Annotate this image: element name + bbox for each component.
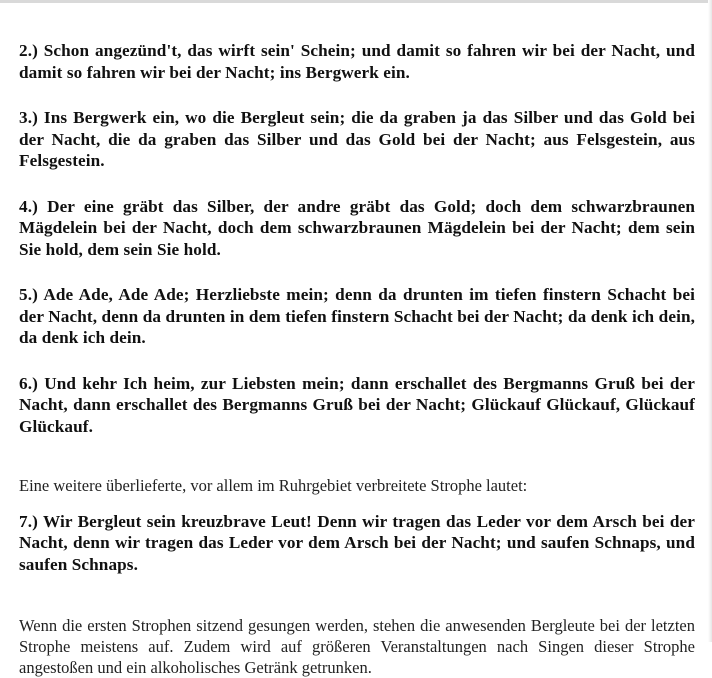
intro-paragraph: Eine weitere überlieferte, vor allem im Ruhrgebiet verbreitete Strophe lautet: (19, 476, 528, 495)
right-edge-shadow (708, 0, 712, 642)
closing-paragraph: Wenn die ersten Strophen sitzend gesungen werden, stehen die anwesenden Bergleute bei der letzten Strophe meistens auf. Zudem wird auf größeren Veranstaltungen nach Singen dieser Strophe angestoßen und ein alkoholisches Getränk getrunken. (19, 616, 695, 677)
stanza-7: 7.) Wir Bergleut sein kreuzbrave Leut! Denn wir tragen das Leder vor dem Arsch bei der Nacht, denn wir tragen das Leder vor dem Arsch bei der Nacht; und saufen Schnaps, und saufen Schnaps. (19, 511, 695, 574)
document-page (19, 40, 695, 678)
stanza-2: 2.) Schon angezünd't, das wirft sein' Schein; und damit so fahren wir bei der Nacht, und damit so fahren wir bei der Nacht; ins Bergwerk ein. (19, 41, 695, 82)
top-edge-bar (0, 0, 712, 3)
stanza-5: 5.) Ade Ade, Ade Ade; Herzliebste mein; denn da drunten im tiefen finstern Schacht bei der Nacht, denn da drunten in dem tiefen finstern Schacht bei der Nacht; da denk ich dein, da denk ich dein. (19, 285, 695, 347)
stanza-3: 3.) Ins Bergwerk ein, wo die Bergleut sein; die da graben ja das Silber und das Gold bei der Nacht, die da graben das Silber und das Gold bei der Nacht; aus Felsgestein, aus Felsgestein. (19, 108, 695, 170)
stanza-6: 6.) Und kehr Ich heim, zur Liebsten mein; dann erschallet des Bergmanns Gruß bei der Nacht, dann erschallet des Bergmanns Gruß bei der Nacht; Glückauf Glückauf, Glückauf Glückauf. (19, 373, 695, 436)
stanza-4: 4.) Der eine gräbt das Silber, der andre gräbt das Gold; doch dem schwarzbraunen Mägdelein bei der Nacht, doch dem schwarzbraunen Mägdelein bei der Nacht; dem sein Sie hold, dem sein Sie hold. (19, 196, 695, 259)
